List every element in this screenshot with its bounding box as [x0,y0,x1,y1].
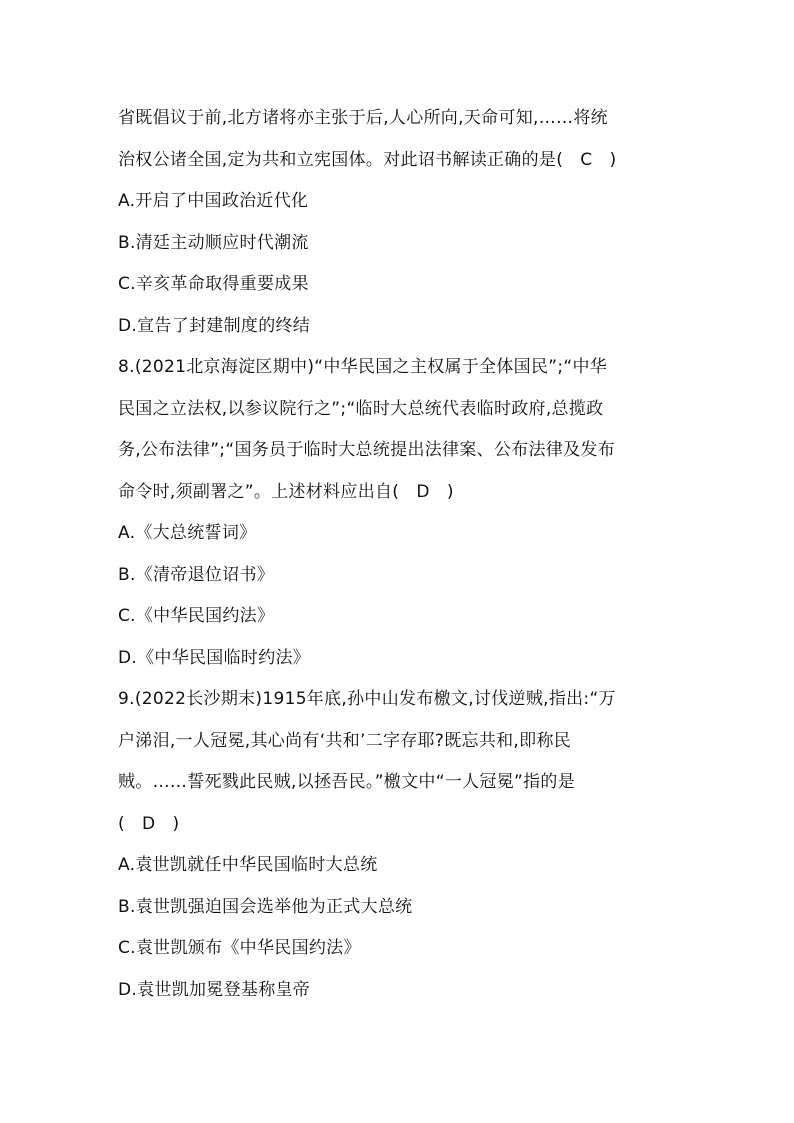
q9-answer-close: ) [155,814,180,834]
q8-option-b: B.《清帝退位诏书》 [118,565,275,585]
q9-stem-text: ( [118,814,143,834]
q8-option-c: C.《中华民国约法》 [118,606,275,626]
q7-stem-line-2 [118,148,616,172]
q9-option-a: A.袁世凯就任中华民国临时大总统 [118,855,378,875]
q8-stem-text: 命令时,须副署之”。上述材料应出自( [118,482,417,502]
q7-stem-line-1: 省既倡议于前,北方诸将亦主张于后,人心所向,天命可知,……将统 [118,108,608,128]
q8-answer: D [416,482,430,502]
q9-option-d: D.袁世凯加冕登基称皇帝 [118,980,311,1000]
q8-answer-close: ) [429,482,454,502]
q8-stem-line-2: 民国之立法权,以参议院行之”;“临时大总统代表临时政府,总揽政 [118,399,604,419]
q9-stem-line-1: 9.(2022长沙期末)1915年底,孙中山发布檄文,讨伐逆贼,指出:“万 [118,689,616,709]
q9-option-b: B.袁世凯强迫国会选举他为正式大总统 [118,897,413,917]
q9-stem-line-2: 户涕泪,一人冠冕,其心尚有‘共和’二字存耶?既忘共和,即称民 [118,731,572,751]
q7-option-c: C.辛亥革命取得重要成果 [118,274,309,294]
q7-option-b: B.清廷主动顺应时代潮流 [118,233,309,253]
q9-stem-line-4 [118,812,179,836]
q7-answer-close: ) [592,150,617,170]
q7-option-a: A.开启了中国政治近代化 [118,191,309,211]
q8-stem-line-4 [118,480,454,504]
q8-stem-line-3: 务,公布法律”;“国务员于临时大总统提出法律案、公布法律及发布 [118,440,616,460]
q9-stem-line-3: 贼。……誓死戮此民贼,以拯吾民。”檄文中“一人冠冕”指的是 [118,772,576,792]
q7-option-d: D.宣告了封建制度的终结 [118,316,311,336]
q7-stem-text: 治权公诸全国,定为共和立宪国体。对此诏书解读正确的是( [118,150,581,170]
q9-option-c: C.袁世凯颁布《中华民国约法》 [118,938,361,958]
q8-option-a: A.《大总统誓词》 [118,523,257,543]
q8-stem-line-1: 8.(2021北京海淀区期中)“中华民国之主权属于全体国民”;“中华 [118,357,608,377]
q8-option-d: D.《中华民国临时约法》 [118,648,311,668]
q7-answer: C [580,150,593,170]
q9-answer: D [142,814,156,834]
